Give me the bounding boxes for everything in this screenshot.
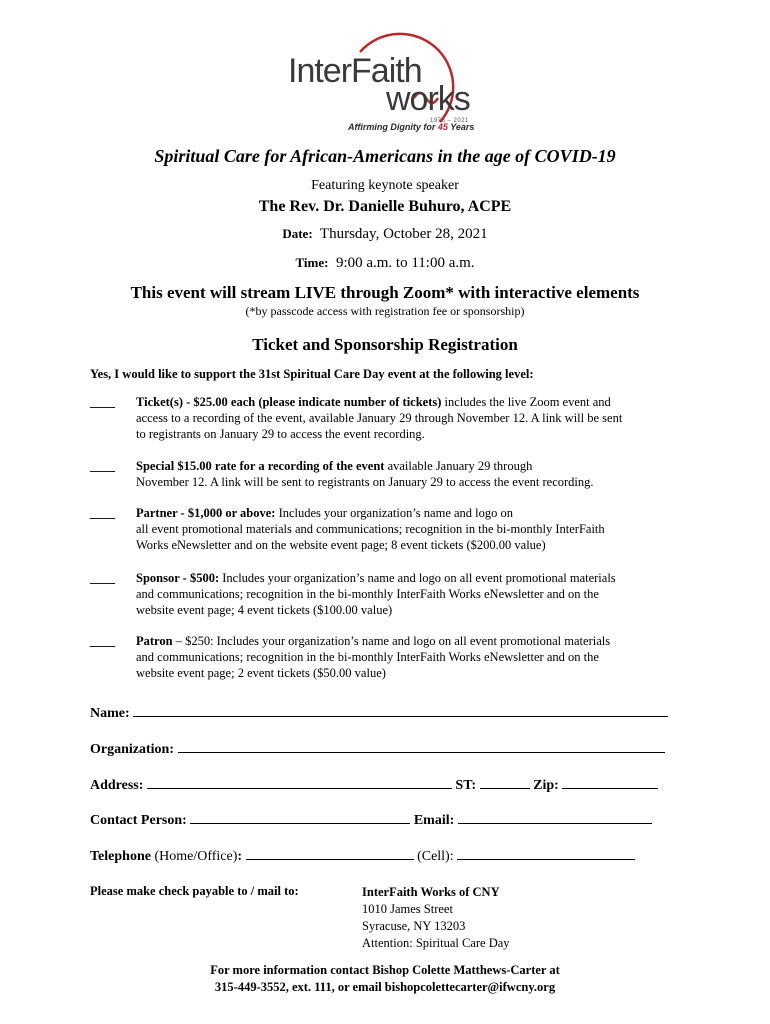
level-blank[interactable]: ____ [90,571,115,585]
level-text: and communications; recognition in the bi-monthly InterFaith Works eNewsletter and on the [136,650,599,664]
zip-label: Zip: [533,778,559,793]
st-label: ST: [455,778,477,793]
level-title: Sponsor - $500: [136,571,220,585]
level-sponsor [90,570,690,618]
organization-label: Organization: [90,742,174,757]
cell-label: (Cell): [417,849,454,864]
level-text: all event promotional materials and communications; recognition in the bi-monthly InterFaith [136,522,605,536]
zip-field[interactable] [562,776,658,789]
footer-line-1: For more information contact Bishop Colette Matthews-Carter at [210,963,560,977]
interfaith-works-logo [280,14,490,138]
name-row [90,704,690,722]
level-title: Special $15.00 rate for a recording of the event [136,459,385,473]
level-title: Patron [136,634,173,648]
address-field[interactable] [147,776,452,789]
tagline-suffix: Years [447,122,475,132]
mailing-street: 1010 James Street [362,902,453,916]
level-text: Includes your organization’s name and logo on [275,506,514,520]
level-text: Works eNewsletter and on the website event page; 8 event tickets ($200.00 value) [136,538,546,552]
logo-years: 1976 – 2021 [430,118,469,124]
level-title: Partner - $1,000 or above: [136,506,276,520]
email-field[interactable] [458,811,652,824]
registration-title: Ticket and Sponsorship Registration [252,335,518,354]
name-label: Name: [90,706,130,721]
cell-phone-field[interactable] [457,847,635,860]
level-text: website event page; 4 event tickets ($100.00 value) [136,603,393,617]
telephone-colon: : [237,849,243,864]
address-label: Address: [90,778,144,793]
email-label: Email: [413,813,455,828]
home-office-phone-field[interactable] [246,847,414,860]
level-patron [90,633,690,681]
date-value: Thursday, October 28, 2021 [319,226,488,242]
mailing-city: Syracuse, NY 13203 [362,919,466,933]
logo-name-interfaith: InterFaith [288,52,422,90]
contact-person-field[interactable] [190,811,410,824]
time-label: Time: [295,255,329,270]
date-label: Date: [282,226,313,241]
logo-tagline [348,122,474,132]
logo-name-works: works [386,80,470,118]
support-line: Yes, I would like to support the 31st Spiritual Care Day event at the following level: [90,367,534,381]
level-text: to registrants on January 29 to access the event recording. [136,427,425,441]
time-value: 9:00 a.m. to 11:00 a.m. [335,255,475,271]
telephone-row [90,847,690,865]
tagline-number: 45 [437,122,448,132]
name-field[interactable] [133,704,668,717]
level-text: available January 29 through [384,459,533,473]
level-text: Includes your organization’s name and logo on all event promotional materials [219,571,616,585]
stream-heading: This event will stream LIVE through Zoom* with interactive elements [130,283,640,302]
stream-note: (*by passcode access with registration fee or sponsorship) [245,304,525,318]
address-row [90,776,690,794]
event-date [0,226,770,243]
level-text: and communications; recognition in the bi-monthly InterFaith Works eNewsletter and on the [136,587,599,601]
st-field[interactable] [480,776,530,789]
contact-person-label: Contact Person: [90,813,187,828]
level-recording [90,458,690,490]
level-title: Ticket(s) - $25.00 each (please indicate number of tickets) [136,395,442,409]
level-text: website event page; 2 event tickets ($50.00 value) [136,666,386,680]
contact-footer [0,962,770,996]
level-blank[interactable]: ____ [90,395,115,409]
level-text: access to a recording of the event, available January 29 through November 12. A link will be sent [136,411,623,425]
event-title: Spiritual Care for African-Americans in the age of COVID-19 [154,146,616,166]
level-blank[interactable]: ____ [90,506,115,520]
featuring-text: Featuring keynote speaker [311,178,459,193]
mailing-attention: Attention: Spiritual Care Day [362,936,510,950]
tagline-prefix: Affirming Dignity for [348,122,438,132]
level-text: includes the live Zoom event and [441,395,611,409]
organization-row [90,740,690,758]
event-time [0,255,770,272]
contact-row [90,811,690,829]
mailing-address [362,884,510,952]
organization-field[interactable] [178,740,665,753]
level-blank[interactable]: ____ [90,634,115,648]
level-partner [90,505,690,553]
level-ticket [90,394,690,442]
footer-line-2: 315-449-3552, ext. 111, or email bishopcolettecarter@ifwcny.org [214,980,556,994]
telephone-label: Telephone [90,849,151,864]
home-office-label: (Home/Office) [154,849,238,864]
payable-label: Please make check payable to / mail to: [90,884,299,898]
speaker-name: The Rev. Dr. Danielle Buhuro, ACPE [258,198,512,215]
mailing-org: InterFaith Works of CNY [362,885,500,899]
level-blank[interactable]: ____ [90,459,115,473]
level-text: – $250: Includes your organization’s name and logo on all event promotional materials [172,634,611,648]
level-text: November 12. A link will be sent to registrants on January 29 to access the event recording. [136,475,594,489]
